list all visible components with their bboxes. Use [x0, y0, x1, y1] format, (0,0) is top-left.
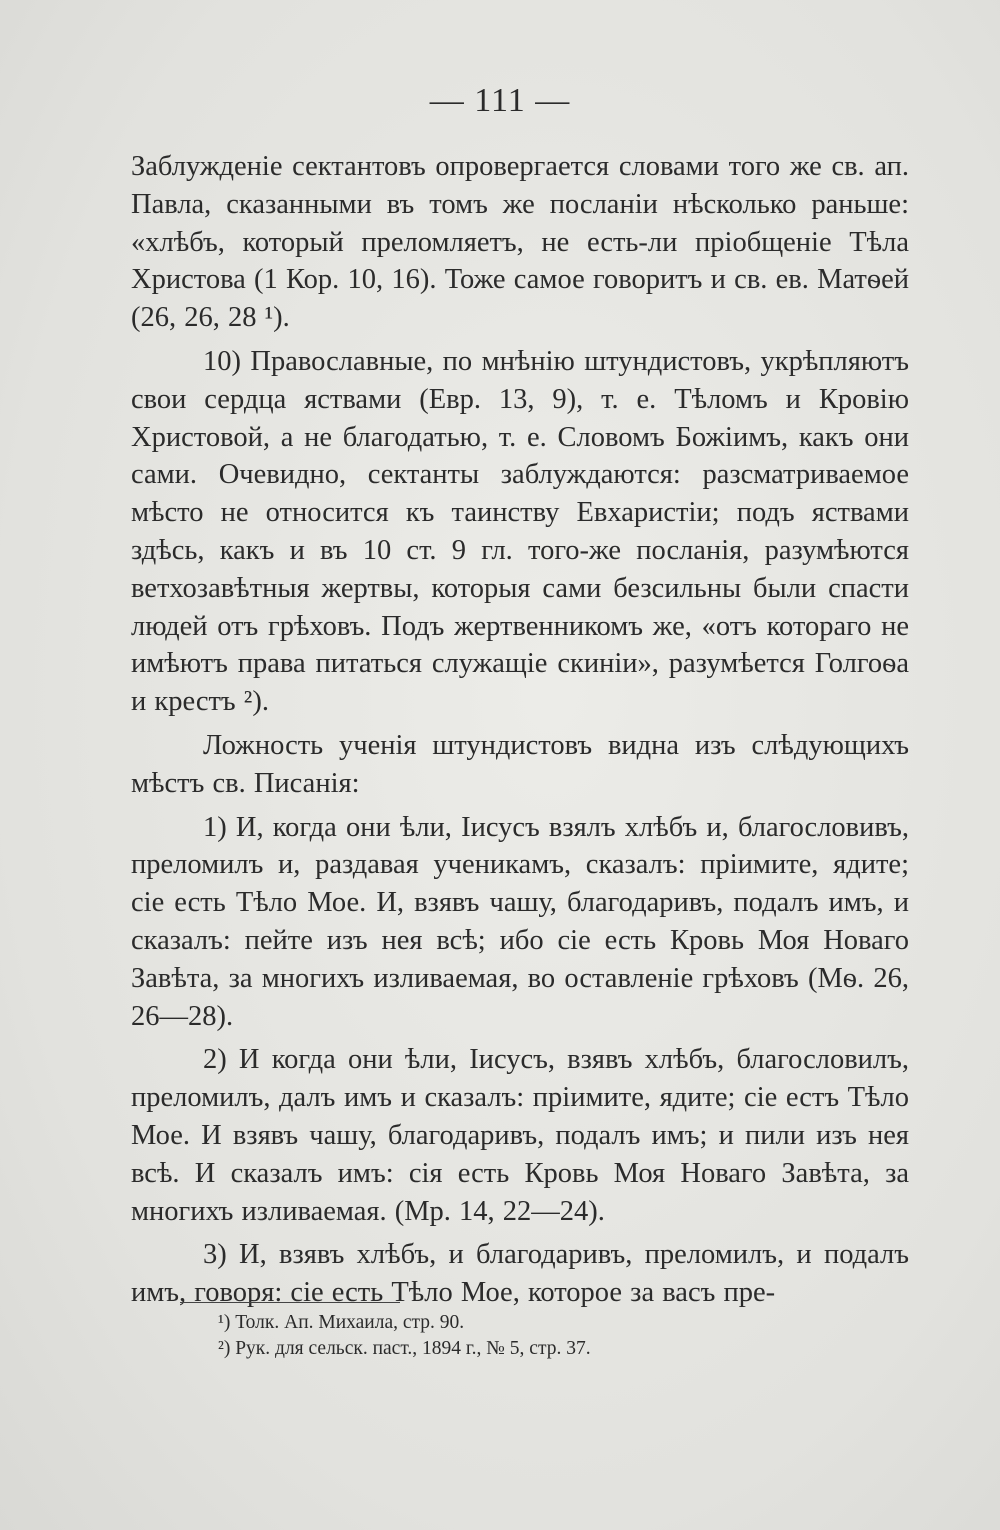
- paragraph-2: 10) Православные, по мнѣнію штундистовъ, укрѣпляютъ свои сердца яствами (Евр. 13, 9), т. е. Тѣломъ и Кровію Христовой, а не благодатью, т. е. Словомъ Божіимъ, какъ они сами. Очевидно, сектанты заблуждаются: разсматриваемое мѣсто не относится къ таинству Евхаристіи; подъ яствами здѣсь, какъ и въ 10 ст. 9 гл. того-же посланія, разумѣются ветхозавѣтныя жертвы, которыя сами безсильны были спасти людей отъ грѣховъ. Подъ жертвенникомъ же, «отъ котораго не имѣютъ права питаться служащіе скиніи», разумѣется Голгоѳа и крестъ ²).: [131, 345, 909, 718]
- scripture-quote-1: 1) И, когда они ѣли, Іисусъ взялъ хлѣбъ и, благословивъ, преломилъ и, раздавая ученикамъ, сказалъ: пріимите, ядите; сіе есть Тѣло Мое. И, взявъ чашу, благодаривъ, подалъ имъ, и сказалъ: пейте изъ нея всѣ; ибо сіе есть Кровь Моя Новаго Завѣта, за многихъ изливаемая, во оставленіе грѣховъ (Мѳ. 26, 26—28).: [131, 811, 909, 1032]
- page-number: — 111 —: [429, 82, 571, 119]
- body-text: [131, 148, 909, 1312]
- scripture-quote-3: 3) И, взявъ хлѣбъ, и благодаривъ, преломилъ, и подалъ имъ, говоря: сіе есть Тѣло Мое, которое за васъ пре-: [131, 1239, 909, 1309]
- footnote-1: ¹) Толк. Ап. Михаила, стр. 90.: [218, 1312, 465, 1333]
- footnote-divider: [180, 1302, 400, 1303]
- paragraph-3: Ложность ученія штундистовъ видна изъ слѣдующихъ мѣстъ св. Писанія:: [131, 729, 909, 799]
- scripture-quote-2: 2) И когда они ѣли, Іисусъ, взявъ хлѣбъ, благословилъ, преломилъ, далъ имъ и сказалъ: пріимите, ядите; сіе естъ Тѣло Мое. И взявъ чашу, благодаривъ, подалъ имъ; и пили изъ нея всѣ. И сказалъ имъ: сія есть Кровь Моя Новаго Завѣта, за многихъ изливаемая. (Мр. 14, 22—24).: [131, 1044, 909, 1227]
- footnote-2: ²) Рук. для сельск. паст., 1894 г., № 5, стр. 37.: [218, 1338, 591, 1359]
- paragraph-1: Заблужденіе сектантовъ опровергается словами того же св. ап. Павла, сказанными въ томъ же посланіи нѣсколько раньше: «хлѣбъ, который преломляетъ, не есть-ли пріобщеніе Тѣла Христова (1 Кор. 10, 16). Тоже самое говоритъ и св. ев. Матѳей (26, 26, 28 ¹).: [131, 151, 909, 334]
- footnotes: [218, 1310, 918, 1362]
